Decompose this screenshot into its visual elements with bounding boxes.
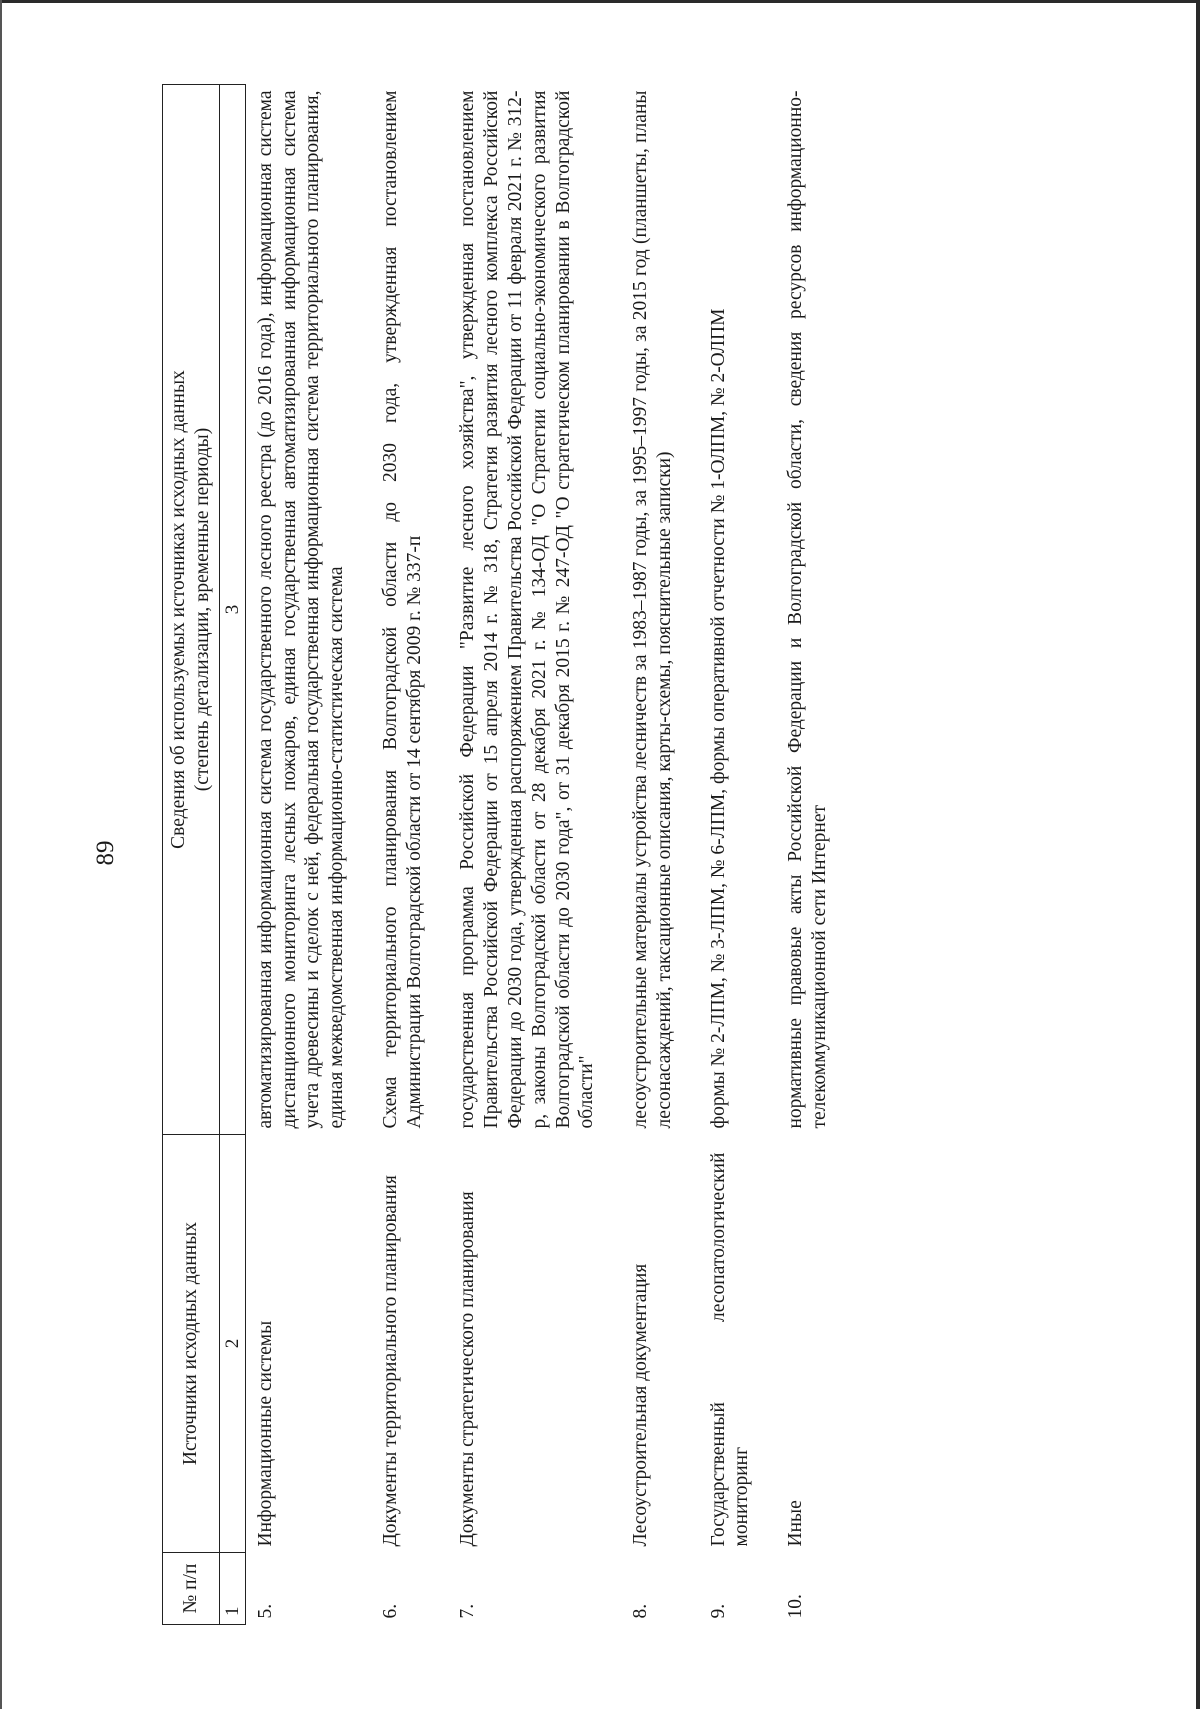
scan-edge-top: [0, 0, 1200, 3]
page-number: 89: [92, 840, 119, 866]
row-info: формы № 2-ЛПМ, № 3-ЛПМ, № 6-ЛПМ, формы оперативной отчетности № 1-ОЛПМ, № 2-ОЛПМ: [707, 308, 729, 1129]
table-row: [371, 85, 449, 1625]
table-header-row: [163, 85, 220, 1625]
scan-edge-right: [1196, 0, 1200, 1709]
rotated-page: [162, 85, 1172, 1625]
row-number: 9.: [707, 1603, 729, 1619]
table-row: [699, 85, 777, 1625]
header-info-line2: (степень детализации, временные периоды): [191, 427, 213, 792]
row-number: 6.: [379, 1603, 401, 1619]
row-source: Лесоустроительная документация: [630, 1263, 652, 1547]
row-number: 5.: [254, 1603, 276, 1619]
row-number: 8.: [630, 1603, 652, 1619]
table-body: [245, 85, 854, 1625]
row-source: Информационные системы: [254, 1320, 276, 1547]
row-number: 7.: [457, 1603, 479, 1619]
table-row: [621, 85, 699, 1625]
table-row: [245, 85, 371, 1625]
row-info: государственная программа Российской Федерации "Развитие лесного хозяйства", утвержденная постановлением Правительства Российской Федерации от 15 апреля 2014 г. № 318, Стратегия развития лесного комплекса Российской Федерации до 2030 года, утвержденная распоряжением Правительства Российской Федерации от 11 февраля 2021 г. № 312-р, законы Волгоградской области от 28 декабря 2021 г. № 134-ОД "О Стратегии социально-экономического развития Волгоградской области до 2030 года", от 31 декабря 2015 г. № 247-ОД "О стратегическом планировании в Волгоградской области": [457, 90, 598, 1129]
table-row: [448, 85, 621, 1625]
source-data-table: [162, 84, 854, 1625]
row-info: нормативные правовые акты Российской Федерации и Волгоградской области, сведения ресурсов информационно-телекоммуникационной сети Интернет: [785, 90, 831, 1129]
header-info: [163, 85, 220, 1135]
row-info: автоматизированная информационная система государственного лесного реестра (до 2016 года), информационная система дистанционного мониторинга лесных пожаров, единая государственная автоматизированная информационная система учета древесины и сделок с ней, федеральная государственная информационная система территориального планирования, единая межведомственная информационно-статистическая система: [254, 90, 348, 1129]
row-source: Государственный лесопатологический мониторинг: [707, 1152, 753, 1547]
column-number: 1: [219, 1553, 245, 1625]
table-row: [776, 85, 854, 1625]
scan-edge-left: [0, 0, 2, 1709]
header-info-line1: Сведения об используемых источниках исходных данных: [168, 370, 189, 849]
column-number: 3: [219, 85, 245, 1135]
row-source: Иные: [785, 1500, 807, 1547]
row-source: Документы стратегического планирования: [457, 1191, 479, 1547]
column-number: 2: [219, 1135, 245, 1553]
header-source: Источники исходных данных: [163, 1135, 220, 1553]
row-info: Схема территориального планирования Волгоградской области до 2030 года, утвержденная постановлением Администрации Волгоградской области от 14 сентября 2009 г. № 337-п: [379, 90, 425, 1129]
column-number-row: [219, 85, 245, 1625]
row-number: 10.: [785, 1594, 807, 1619]
row-source: Документы территориального планирования: [379, 1175, 401, 1547]
header-num: № п/п: [163, 1553, 220, 1625]
row-info: лесоустроительные материалы устройства лесничеств за 1983–1987 годы, за 1995–1997 годы, за 2015 год (планшеты, планы лесонасаждений, таксационные описания, карты-схемы, пояснительные записки): [630, 90, 675, 1129]
